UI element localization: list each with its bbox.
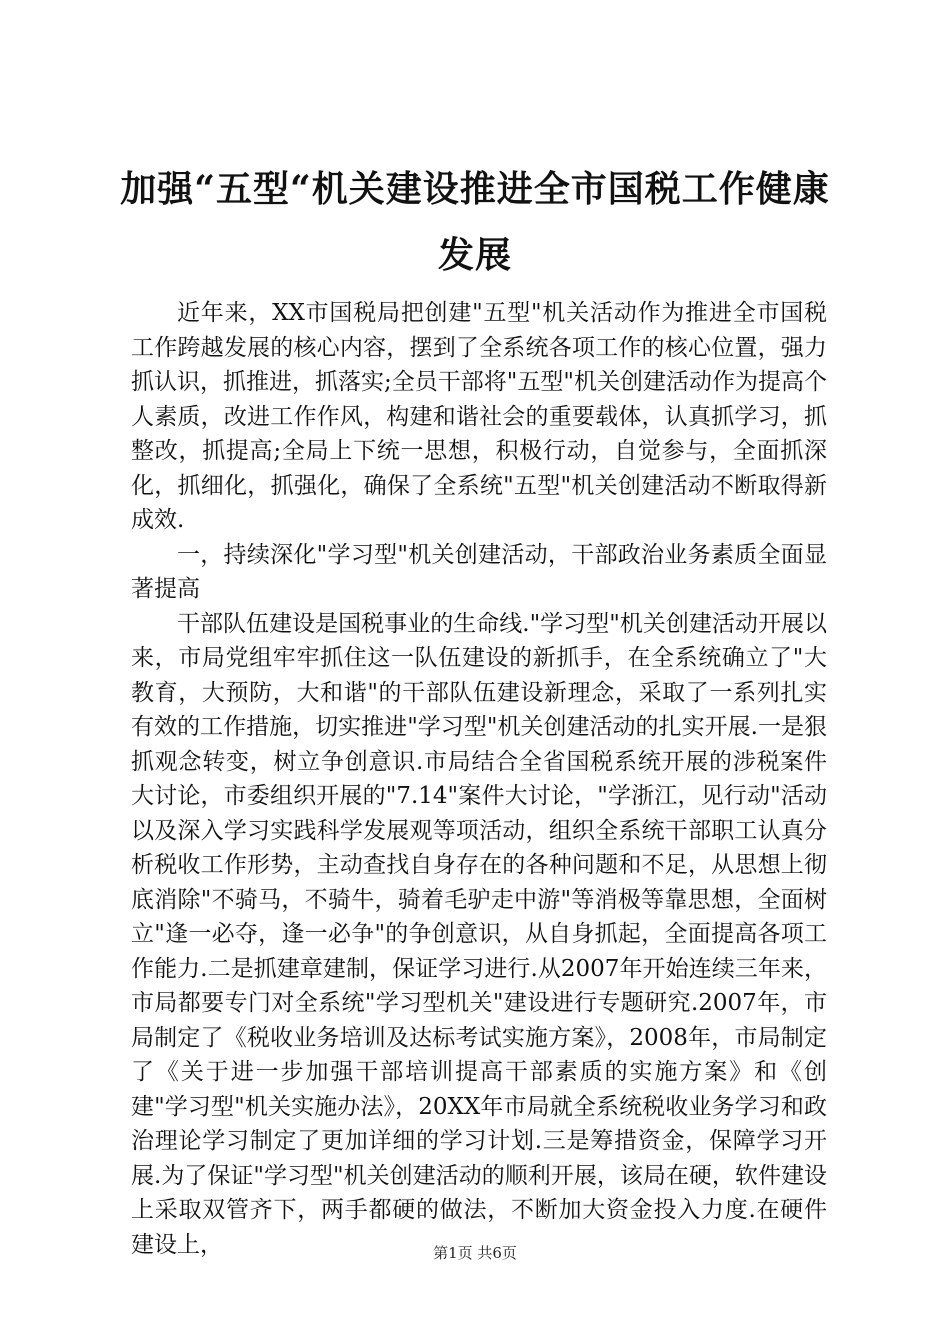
paragraph-section-1: 干部队伍建设是国税事业的生命线."学习型"机关创建活动开展以来，市局党组牢牢抓住这一队伍建设的新抓手，在全系统确立了"大教育，大预防，大和谐"的干部队伍建设新理念，采取了一系列扎实有效的工作措施，切实推进"学习型"机关创建活动的扎实开展.一是狠抓观念转变，树立争创意识.市局结合全省国税系统开展的涉税案件大讨论，市委组织开展的"7.14"案件大讨论，"学浙江，见行动"活动以及深入学习实践科学发展观等项活动，组织全系统干部职工认真分析税收工作形势，主动查找自身存在的各种问题和不足，从思想上彻底消除"不骑马，不骑牛，骑着毛驴走中游"等消极等靠思想，全面树立"逢一必夺，逢一必争"的争创意识，从自身抓起，全面提高各项工作能力.二是抓建章建制，保证学习进行.从2007年开始连续三年来，市局都要专门对全系统"学习型机关"建设进行专题研究.2007年，市局制定了《税收业务培训及达标考试实施方案》，2008年，市局制定了《关于进一步加强干部培训提高干部素质的实施方案》和《创建"学习型"机关实施办法》，20XX年市局就全系统税收业务学习和政治理论学习制定了更加详细的学习计划.三是筹措资金，保障学习开展.为了保证"学习型"机关创建活动的顺利开展，该局在硬，软件建设上采取双管齐下，两手都硬的做法，不断加大资金投入力度.在硬件建设上， bbox=[131, 610, 827, 1258]
section-heading-1: 一，持续深化"学习型"机关创建活动，干部政治业务素质全面显著提高 bbox=[131, 541, 827, 602]
page-number-footer: 第1页 共6页 bbox=[433, 1244, 517, 1262]
paragraph-intro: 近年来，XX市国税局把创建"五型"机关活动作为推进全市国税工作跨越发展的核心内容，摆到了全系统各项工作的核心位置，强力抓认识，抓推进，抓落实;全员干部将"五型"机关创建活动作为提高个人素质，改进工作作风，构建和谐社会的重要载体，认真抓学习，抓整改，抓提高;全局上下统一思想，积极行动，自觉参与，全面抓深化，抓细化，抓强化，确保了全系统"五型"机关创建活动不断取得新成效. bbox=[131, 300, 827, 533]
document-title: 加强“五型“机关建设推进全市国税工作健康发展 bbox=[120, 168, 830, 276]
document-body bbox=[131, 296, 827, 1262]
